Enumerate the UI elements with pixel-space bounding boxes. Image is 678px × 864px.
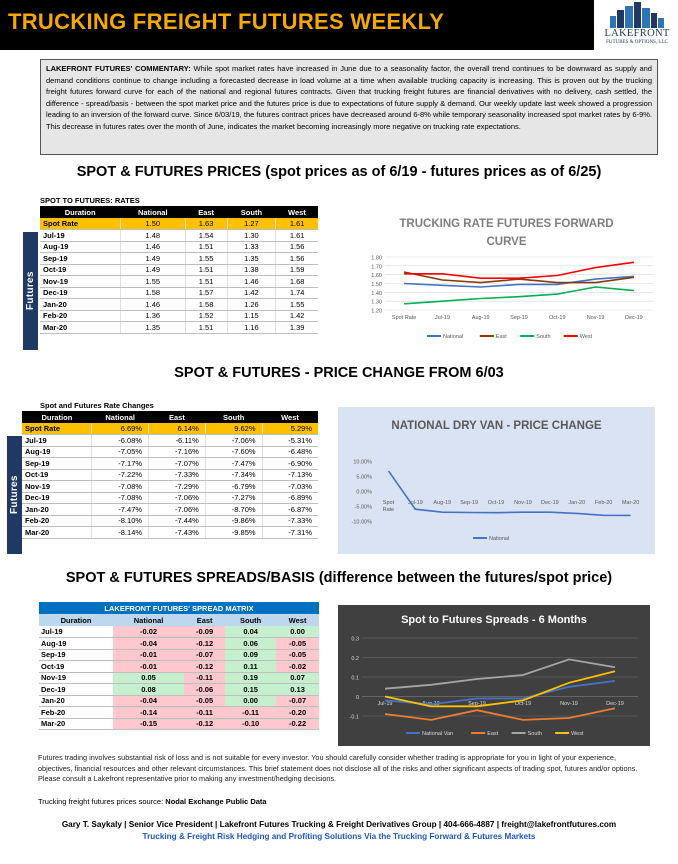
page-title: TRUCKING FREIGHT FUTURES WEEKLY (8, 9, 445, 34)
row-label: Spot Rate (40, 218, 120, 230)
table-cell: -0.20 (276, 707, 319, 719)
source-value: Nodal Exchange Public Data (165, 797, 267, 806)
table-cell: -0.02 (276, 661, 319, 673)
row-label: Mar-20 (39, 718, 113, 730)
table-cell: 0.05 (113, 672, 184, 684)
x-tick-label: Oct-19 (549, 315, 566, 321)
row-label: Jan-20 (40, 299, 120, 311)
table-cell: 1.49 (120, 253, 185, 265)
column-header: South (205, 411, 262, 423)
row-label: Nov-19 (39, 672, 113, 684)
page-header (0, 0, 678, 50)
x-tick-label: Sep-19 (468, 701, 486, 707)
table-cell: 9.62% (205, 423, 262, 435)
column-header: West (276, 206, 318, 218)
table-cell: 1.55 (185, 253, 227, 265)
table-cell: 1.46 (120, 241, 185, 253)
table-row (39, 707, 319, 719)
table-cell: 1.35 (120, 322, 185, 334)
table-cell: -0.01 (113, 661, 184, 673)
spreads-chart (338, 605, 650, 746)
column-header: East (185, 206, 227, 218)
row-label: Nov-19 (22, 481, 92, 493)
row-label: Oct-19 (39, 661, 113, 673)
table-row (40, 299, 318, 311)
tagline: Trucking & Freight Risk Hedging and Profiting Solutions Via the Trucking Forward & Futures Markets (142, 832, 536, 841)
table-cell: -0.14 (113, 707, 184, 719)
legend-label: National (443, 334, 464, 340)
table-cell: 1.51 (185, 322, 227, 334)
table-cell: 1.56 (276, 253, 318, 265)
row-label: Spot Rate (22, 423, 92, 435)
table-cell: -7.13% (262, 469, 318, 481)
row-label: Jul-19 (22, 435, 92, 447)
x-tick-label: Nov-19 (514, 500, 532, 506)
x-tick-label: Jul-19 (407, 500, 423, 506)
section-title-prices: SPOT & FUTURES PRICES (spot prices as of 6/19 - futures prices as of 6/25) (76, 164, 602, 180)
table-cell: -6.08% (92, 435, 149, 447)
table-cell: -7.47% (205, 458, 262, 470)
table-cell: 0.19 (225, 672, 276, 684)
table-cell: 1.56 (276, 241, 318, 253)
table-cell: -0.07 (184, 649, 225, 661)
y-tick-label: 0 (355, 695, 359, 701)
rate-changes-table (22, 411, 318, 539)
row-label: Aug-19 (40, 241, 120, 253)
table-row (40, 218, 318, 230)
table-cell: -7.43% (149, 527, 206, 539)
chart-svg (338, 407, 655, 554)
source-label: Trucking freight futures prices source: (38, 797, 164, 806)
table-row (22, 423, 318, 435)
table-cell: -7.44% (149, 515, 206, 527)
table-cell: -0.11 (225, 707, 276, 719)
y-tick-label: -0.1 (349, 714, 359, 721)
x-tick-label: Spot (382, 500, 395, 506)
table-cell: 1.51 (185, 276, 227, 288)
table-cell: -6.79% (205, 481, 262, 493)
table-row (39, 684, 319, 696)
x-tick-label: Dec-19 (606, 701, 624, 707)
table-cell: 1.61 (276, 230, 318, 242)
table-cell: -0.07 (276, 695, 319, 707)
table-cell: -0.22 (276, 718, 319, 730)
table-cell: 1.33 (227, 241, 276, 253)
table-cell: -7.06% (149, 492, 206, 504)
row-label: Mar-20 (22, 527, 92, 539)
section-title-spreads: SPOT & FUTURES SPREADS/BASIS (difference between the futures/spot price) (65, 570, 613, 586)
legend-label: West (579, 334, 593, 340)
column-header: West (262, 411, 318, 423)
table-cell: 1.63 (185, 218, 227, 230)
table-cell: 1.55 (276, 299, 318, 311)
table-cell: -7.60% (205, 446, 262, 458)
x-tick-label: Nov-19 (560, 701, 578, 707)
table-cell: 1.30 (227, 230, 276, 242)
row-label: Sep-19 (40, 253, 120, 265)
table-row (22, 458, 318, 470)
table-cell: 1.51 (185, 264, 227, 276)
table-cell: -0.05 (184, 695, 225, 707)
table-cell: -0.11 (184, 707, 225, 719)
chart-title: TRUCKING RATE FUTURES FORWARD (399, 218, 614, 230)
table-cell: 1.74 (276, 287, 318, 299)
table-cell: 1.57 (185, 287, 227, 299)
table-cell: 6.14% (149, 423, 206, 435)
table-cell: -7.08% (92, 492, 149, 504)
table-row (39, 695, 319, 707)
table-cell: 0.06 (225, 638, 276, 650)
table-cell: 1.46 (227, 276, 276, 288)
spread-matrix-table (39, 602, 319, 730)
skyline-logo-icon (608, 2, 666, 28)
chart-title: CURVE (486, 236, 527, 248)
series-line-east (385, 708, 615, 720)
table-cell: 1.38 (227, 264, 276, 276)
x-tick-label: Jan-20 (568, 500, 586, 506)
table-row (39, 626, 319, 638)
x-tick-label: Feb-20 (594, 500, 613, 506)
table-cell: -7.07% (149, 458, 206, 470)
table-cell: 1.50 (120, 218, 185, 230)
futures-side-label-2: Futures (7, 436, 22, 554)
x-tick-label: Rate (382, 507, 395, 513)
table-row (22, 527, 318, 539)
table-row (39, 638, 319, 650)
table-cell: 0.09 (225, 649, 276, 661)
commentary-label: LAKEFRONT FUTURES' COMMENTARY: (46, 64, 191, 73)
table-cell: 1.58 (120, 287, 185, 299)
x-tick-label: Dec-19 (540, 500, 559, 506)
forward-curve-chart (357, 205, 656, 347)
table-row (40, 287, 318, 299)
row-label: Jan-20 (22, 504, 92, 516)
table-cell: -7.47% (92, 504, 149, 516)
futures-side-label: Futures (23, 232, 38, 350)
row-label: Jul-19 (40, 230, 120, 242)
table-cell: -0.09 (184, 626, 225, 638)
table-row (22, 435, 318, 447)
table-row (39, 649, 319, 661)
row-label: Dec-19 (39, 684, 113, 696)
table-cell: -7.29% (149, 481, 206, 493)
table-cell: 1.39 (276, 322, 318, 334)
y-tick-label: 0.3 (351, 636, 359, 643)
table-cell: 1.35 (227, 253, 276, 265)
chart-svg (357, 205, 656, 347)
column-header: Duration (22, 411, 92, 423)
x-tick-label: Jul-19 (377, 701, 393, 707)
table-cell: 1.54 (185, 230, 227, 242)
row-label: Oct-19 (40, 264, 120, 276)
legend-label: East (495, 334, 507, 340)
table-cell: -0.10 (225, 718, 276, 730)
column-header: National (120, 206, 185, 218)
table-row (22, 446, 318, 458)
x-tick-label: Nov-19 (586, 315, 605, 321)
rates-table (40, 206, 318, 334)
x-tick-label: Aug-19 (422, 701, 440, 707)
row-label: Oct-19 (22, 469, 92, 481)
y-tick-label: 1.60 (371, 273, 382, 280)
table-cell: -9.86% (205, 515, 262, 527)
table-cell: -0.04 (113, 638, 184, 650)
table-cell: -7.06% (205, 435, 262, 447)
table-cell: -5.31% (262, 435, 318, 447)
y-tick-label: 1.30 (371, 299, 382, 306)
y-tick-label: -10.00% (351, 519, 372, 526)
table-cell: 1.48 (120, 230, 185, 242)
x-tick-label: Aug-19 (433, 500, 452, 506)
column-header: National (92, 411, 149, 423)
table-cell: 0.00 (225, 695, 276, 707)
table-cell: 1.15 (227, 310, 276, 322)
table-cell: 0.07 (276, 672, 319, 684)
row-label: Feb-20 (40, 310, 120, 322)
column-header: Duration (39, 614, 113, 626)
table-cell: -7.03% (262, 481, 318, 493)
table-cell: -7.33% (262, 515, 318, 527)
table-row (40, 322, 318, 334)
legend-label: South (536, 334, 551, 340)
x-tick-label: Mar-20 (621, 500, 640, 506)
y-tick-label: 1.70 (371, 264, 382, 271)
rates-table-caption: SPOT TO FUTURES: RATES (40, 196, 140, 205)
table-cell: -0.04 (113, 695, 184, 707)
y-tick-label: 1.40 (371, 290, 382, 297)
series-line-south (385, 659, 615, 688)
x-tick-label: Dec-19 (624, 315, 643, 321)
column-header: East (149, 411, 206, 423)
y-tick-label: 0.2 (351, 656, 359, 662)
y-tick-label: -5.00% (354, 504, 372, 511)
table-cell: -0.11 (184, 672, 225, 684)
y-tick-label: 0.1 (351, 675, 359, 682)
chart-svg (338, 605, 650, 746)
table-cell: 1.26 (227, 299, 276, 311)
logo-subtitle: FUTURES & OPTIONS, LLC (606, 40, 668, 45)
table-cell: 1.42 (227, 287, 276, 299)
x-tick-label: Oct-19 (487, 500, 505, 506)
y-tick-label: 1.80 (371, 255, 382, 262)
y-tick-label: 1.20 (371, 308, 382, 315)
disclaimer-text: Futures trading involves substantial risk of loss and is not suitable for every investor. You should carefully consider whether trading is appropriate for you in light of your experience, objectives, financial resources and other relevant circumstances. This brief statement does not disclose all of the risks and other significant aspects of trading spot, futures and/or options. Please consult a Lakefront representative prior to making any investment/hedging decisions. (38, 753, 638, 783)
table-cell: -0.12 (184, 661, 225, 673)
table-cell: 1.46 (120, 299, 185, 311)
contact-line: Gary T. Saykaly | Senior Vice President | Lakefront Futures Trucking & Freight Derivatives Group | 404-666-4887 | freight@lakefrontfutures.com (61, 820, 617, 829)
table-row (22, 515, 318, 527)
row-label: Dec-19 (22, 492, 92, 504)
table-cell: -0.15 (113, 718, 184, 730)
table-cell: -6.48% (262, 446, 318, 458)
legend-label: National Van (422, 731, 454, 737)
table-row (40, 253, 318, 265)
table-cell: -7.34% (205, 469, 262, 481)
section-title-price-change: SPOT & FUTURES - PRICE CHANGE FROM 6/03 (174, 365, 504, 381)
row-label: Sep-19 (22, 458, 92, 470)
row-label: Aug-19 (22, 446, 92, 458)
table-cell: 1.68 (276, 276, 318, 288)
x-tick-label: Jul-19 (434, 315, 450, 321)
x-tick-label: Sep-19 (510, 315, 528, 321)
row-label: Nov-19 (40, 276, 120, 288)
column-header: West (276, 614, 319, 626)
column-header: East (184, 614, 225, 626)
table-cell: 1.61 (276, 218, 318, 230)
table-cell: 0.04 (225, 626, 276, 638)
table-cell: -8.14% (92, 527, 149, 539)
x-tick-label: Aug-19 (471, 315, 490, 321)
table-cell: -0.06 (184, 684, 225, 696)
table-cell: 1.49 (120, 264, 185, 276)
row-label: Mar-20 (40, 322, 120, 334)
table-cell: -0.01 (113, 649, 184, 661)
chart-title: Spot to Futures Spreads - 6 Months (401, 614, 587, 626)
column-header: South (225, 614, 276, 626)
table-cell: -6.90% (262, 458, 318, 470)
company-logo (592, 0, 678, 50)
x-tick-label: Oct-19 (514, 701, 532, 707)
x-tick-label: Spot Rate (391, 315, 417, 321)
table-row (22, 504, 318, 516)
table-cell: -7.16% (149, 446, 206, 458)
row-label: Aug-19 (39, 638, 113, 650)
legend-label: East (487, 731, 499, 737)
table-cell: -6.11% (149, 435, 206, 447)
table-cell: -6.89% (262, 492, 318, 504)
column-header: South (227, 206, 276, 218)
table-cell: -7.27% (205, 492, 262, 504)
table-cell: -9.85% (205, 527, 262, 539)
table-cell: -0.02 (113, 626, 184, 638)
table-cell: 1.55 (120, 276, 185, 288)
table-cell: -7.06% (149, 504, 206, 516)
series-line-west (404, 262, 634, 278)
table-cell: 0.11 (225, 661, 276, 673)
table-cell: 1.36 (120, 310, 185, 322)
table-cell: -7.22% (92, 469, 149, 481)
table-cell: -0.12 (184, 718, 225, 730)
table-cell: -6.87% (262, 504, 318, 516)
table-cell: -0.05 (276, 649, 319, 661)
changes-table-caption: Spot and Futures Rate Changes (40, 401, 154, 410)
table-row (22, 469, 318, 481)
row-label: Feb-20 (39, 707, 113, 719)
table-cell: -7.05% (92, 446, 149, 458)
table-cell: 0.13 (276, 684, 319, 696)
table-cell: -7.31% (262, 527, 318, 539)
column-header: Duration (40, 206, 120, 218)
row-label: Jan-20 (39, 695, 113, 707)
commentary-text: While spot market rates have increased in June due to a seasonality factor, the overall trend continues to be downward as supply and demand conditions continue to change including a forecasted decrease in load volume at a time when available trucking capacity is increasing. This is proven out by the trucking freight futures forward curve for each of the national and regional futures contracts. Given that trucking freight futures are financial derivatives with no delivery, cash settled, the difference - spread/basis - between the spot market price and the futures price is due to expectations of future supply & demand. Our weekly update last week showed a progression leading to an inversion of the forward curve. Since 6/03/19, the futures contract prices have decreased around 6-8% while temporary seasonality increased spot market rates by 6-9%. This decrease in futures rates over the month of June, indicates the market becoming increasingly more negative on trucking rate expectations. (46, 64, 652, 131)
table-cell: 1.52 (185, 310, 227, 322)
table-row (39, 672, 319, 684)
table-row (40, 241, 318, 253)
table-cell: 0.15 (225, 684, 276, 696)
series-line-national-van (385, 681, 615, 704)
table-cell: 1.58 (185, 299, 227, 311)
table-row (40, 230, 318, 242)
logo-name: LAKEFRONT (604, 28, 670, 39)
y-tick-label: 0.00% (356, 489, 372, 496)
table-cell: 5.29% (262, 423, 318, 435)
legend-label: National (489, 536, 510, 542)
table-cell: -8.10% (92, 515, 149, 527)
row-label: Dec-19 (40, 287, 120, 299)
legend-label: South (527, 731, 542, 737)
commentary-box (40, 59, 658, 155)
table-row (39, 718, 319, 730)
table-cell: -8.70% (205, 504, 262, 516)
spread-matrix-title: LAKEFRONT FUTURES' SPREAD MATRIX (39, 602, 319, 614)
x-tick-label: Sep-19 (460, 500, 479, 506)
table-cell: 1.51 (185, 241, 227, 253)
y-tick-label: 10.00% (353, 459, 372, 466)
column-header: National (113, 614, 184, 626)
table-cell: -7.08% (92, 481, 149, 493)
table-cell: 1.16 (227, 322, 276, 334)
table-cell: 1.42 (276, 310, 318, 322)
table-cell: 0.00 (276, 626, 319, 638)
table-row (40, 264, 318, 276)
table-cell: 0.08 (113, 684, 184, 696)
y-tick-label: 1.50 (371, 282, 382, 288)
legend-label: West (571, 731, 584, 737)
table-row (22, 481, 318, 493)
source-line (38, 797, 267, 806)
table-cell: -0.05 (276, 638, 319, 650)
table-header-row (40, 206, 318, 218)
row-label: Sep-19 (39, 649, 113, 661)
table-row (22, 492, 318, 504)
row-label: Jul-19 (39, 626, 113, 638)
table-cell: -7.33% (149, 469, 206, 481)
table-cell: 1.27 (227, 218, 276, 230)
series-line-national (389, 471, 631, 516)
table-cell: -0.12 (184, 638, 225, 650)
table-cell: 6.69% (92, 423, 149, 435)
y-tick-label: 5.00% (356, 474, 372, 481)
row-label: Feb-20 (22, 515, 92, 527)
table-header-row (22, 411, 318, 423)
chart-title: NATIONAL DRY VAN - PRICE CHANGE (391, 420, 602, 432)
table-row (40, 276, 318, 288)
table-cell: 1.59 (276, 264, 318, 276)
table-row (39, 661, 319, 673)
table-row (40, 310, 318, 322)
price-change-chart (338, 407, 655, 554)
table-cell: -7.17% (92, 458, 149, 470)
